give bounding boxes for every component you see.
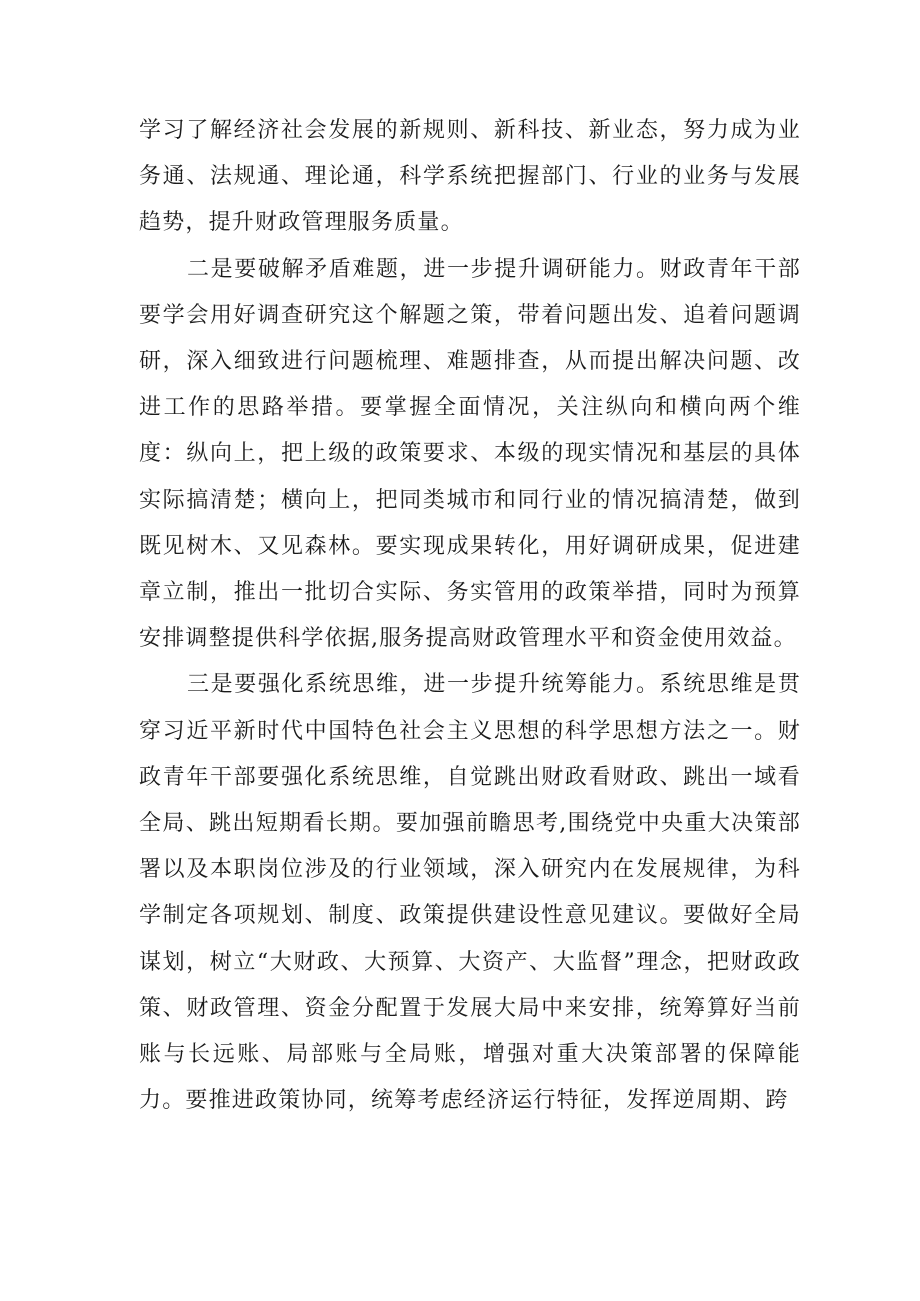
paragraph-2: 二是要破解矛盾难题，进一步提升调研能力。财政青年干部要学会用好调查研究这个解题之策，带着问题出发、追着问题调研，深入细致进行问题梳理、难题排查，从而提出解决问题、改进工作的思路举措。要掌握全面情况，关注纵向和横向两个维度：纵向上，把上级的政策要求、本级的现实情况和基层的具体实际搞清楚；横向上，把同类城市和同行业的情况搞清楚，做到既见树木、又见森林。要实现成果转化，用好调研成果，促进建章立制，推出一批切合实际、务实管用的政策举措，同时为预算安排调整提供科学依据,服务提高财政管理水平和资金使用效益。	[139, 256, 801, 652]
paragraph-1: 学习了解经济社会发展的新规则、新科技、新业态，努力成为业务通、法规通、理论通，科学系统把握部门、行业的业务与发展趋势，提升财政管理服务质量。	[139, 118, 801, 236]
paragraph-3: 三是要强化系统思维，进一步提升统筹能力。系统思维是贯穿习近平新时代中国特色社会主义思想的科学思想方法之一。财政青年干部要强化系统思维，自觉跳出财政看财政、跳出一域看全局、跳出短期看长期。要加强前瞻思考,围绕党中央重大决策部署以及本职岗位涉及的行业领域，深入研究内在发展规律，为科学制定各项规划、制度、政策提供建设性意见建议。要做好全局谋划，树立“大财政、大预算、大资产、大监督”理念，把财政政策、财政管理、资金分配置于发展大局中来安排，统筹算好当前账与长远账、局部账与全局账，增强对重大决策部署的保障能力。要推进政策协同，统筹考虑经济运行特征，发挥逆周期、跨	[139, 672, 801, 1114]
document-body	[139, 108, 801, 1124]
